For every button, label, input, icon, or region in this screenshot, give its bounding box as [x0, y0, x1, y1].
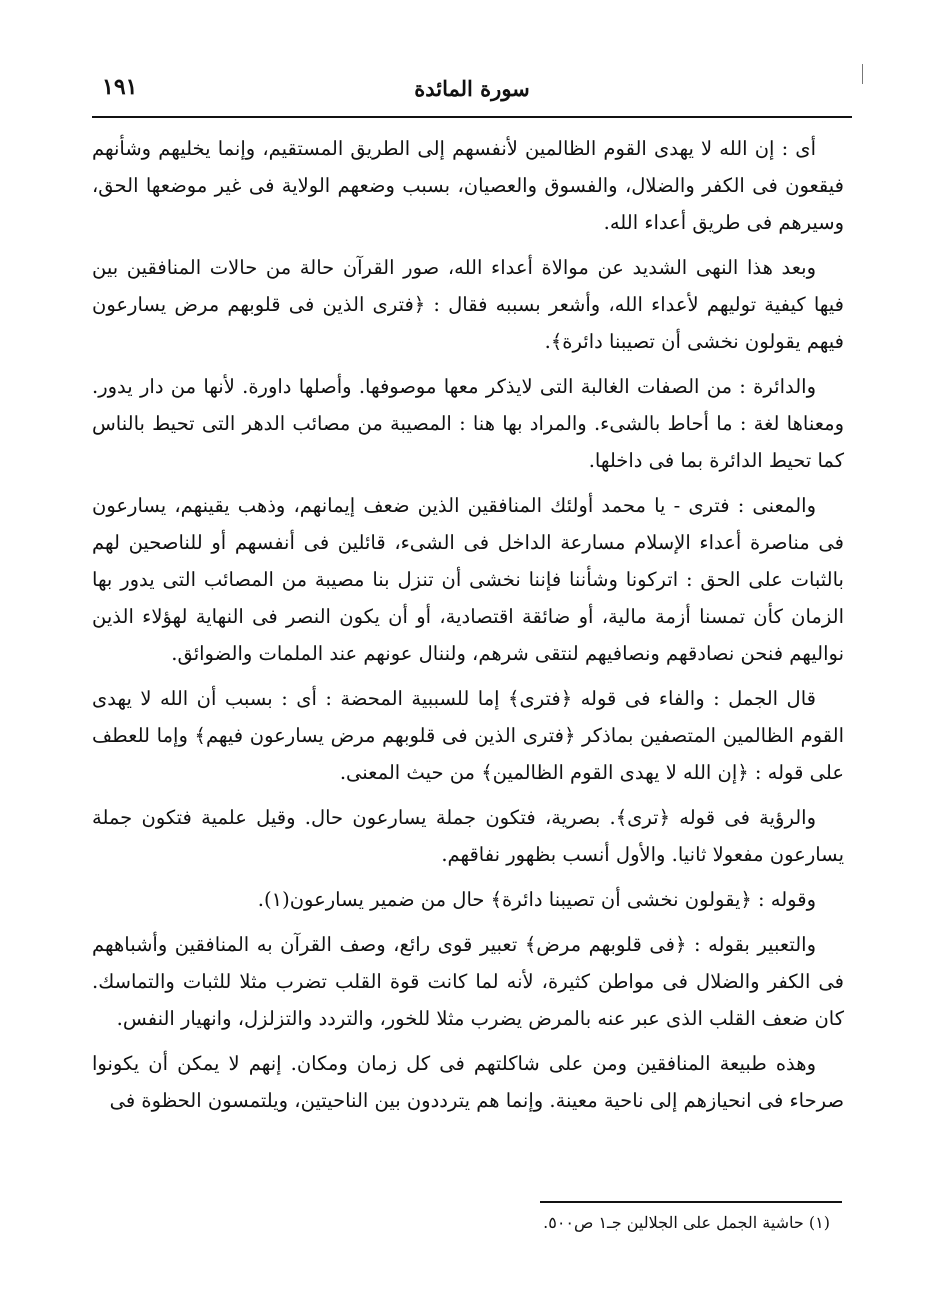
body-text: [92, 130, 844, 1127]
paragraph-9: وهذه طبيعة المنافقين ومن على شاكلتهم فى كل زمان ومكان. إنهم لا يمكن أن يكونوا صرحاء فى انحيازهم إلى ناحية معينة. وإنما هم يترددون بين الناحيتين، ويلتمسون الحظوة فى: [92, 1052, 844, 1112]
paragraph-5: قال الجمل : والفاء فى قوله ﴿فترى﴾ إما للسببية المحضة : أى : بسبب أن الله لا يهدى القوم الظالمين المتصفين بماذكر ﴿فترى الذين فى قلوبهم مرض يسارعون فيهم﴾ وإما للعطف على قوله : ﴿إن الله لا يهدى القوم الظالمين﴾ من حيث المعنى.: [92, 687, 844, 784]
page-edge-mark: [862, 64, 863, 84]
paragraph-3: والدائرة : من الصفات الغالبة التى لايذكر معها موصوفها. وأصلها داورة. لأنها من دار يدور. ومعناها لغة : ما أحاط بالشىء. والمراد بها هنا : المصيبة من مصائب الدهر التى تحيط بالناس كما تحيط الدائرة بما فى داخلها.: [92, 375, 844, 472]
paragraph-6: والرؤية فى قوله ﴿ترى﴾. بصرية، فتكون جملة يسارعون حال. وقيل علمية فتكون جملة يسارعون مفعولا ثانيا. والأول أنسب بظهور نفاقهم.: [92, 806, 844, 866]
footnote: (١) حاشية الجمل على الجلالين جـ١ ص٥٠٠.: [543, 1213, 830, 1232]
paragraph-2: وبعد هذا النهى الشديد عن موالاة أعداء الله، صور القرآن حالة من حالات المنافقين بين فيها كيفية توليهم لأعداء الله، وأشعر بسببه فقال : ﴿فترى الذين فى قلوبهم مرض يسارعون فيهم يقولون نخشى أن تصيبنا دائرة﴾.: [92, 256, 844, 353]
page-number: ١٩١: [102, 74, 138, 100]
paragraph-4: والمعنى : فترى - يا محمد أولئك المنافقين الذين ضعف إيمانهم، وذهب يقينهم، يسارعون فى مناصرة أعداء الإسلام مسارعة الداخل فى الشىء، قائلين فى أنفسهم أو للناصحين لهم بالثبات على الحق : اتركونا وشأننا فإننا نخشى أن تنزل بنا مصيبة من المصائب التى يدور بها الزمان كأن تمسنا أزمة مالية، أو ضائقة اقتصادية، أو أن يكون النصر فى النهاية لهؤلاء الذين نواليهم فنحن نصادقهم ونصافيهم لنتقى شرهم، ولننال عونهم عند الملمات والضوائق.: [92, 494, 844, 665]
paragraph-1: أى : إن الله لا يهدى القوم الظالمين لأنفسهم إلى الطريق المستقيم، وإنما يخليهم وشأنهم فيقعون فى الكفر والضلال، والفسوق والعصيان، بسبب وضعهم الولاية فى غير موضعها الحق، وسيرهم فى طريق أعداء الله.: [92, 137, 844, 234]
header-rule: [92, 116, 852, 118]
paragraph-8: والتعبير بقوله : ﴿فى قلوبهم مرض﴾ تعبير قوى رائع، وصف القرآن به المنافقين وأشباههم فى الكفر والضلال فى مواطن كثيرة، لأنه لما كانت قوة القلب تضرب مثلا للثبات والتماسك. كان ضعف القلب الذى عبر عنه بالمرض يضرب مثلا للخور، والتردد والتزلزل، وانهيار النفس.: [92, 933, 844, 1030]
page-header: [92, 66, 852, 106]
footnote-rule: [540, 1201, 842, 1203]
paragraph-7: وقوله : ﴿يقولون نخشى أن تصيبنا دائرة﴾ حال من ضمير يسارعون(١).: [257, 888, 816, 911]
running-title: سورة المائدة: [414, 76, 530, 101]
